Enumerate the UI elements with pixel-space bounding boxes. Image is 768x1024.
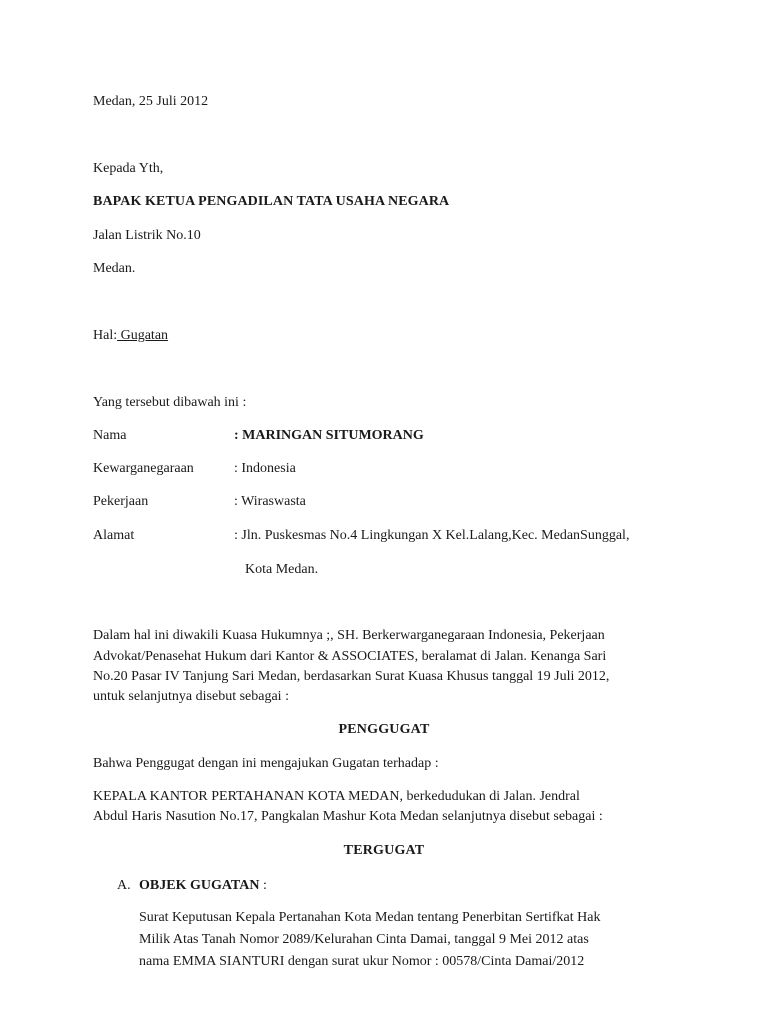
place-date: Medan, 25 Juli 2012 (93, 94, 209, 109)
address-line-1: Jalan Listrik No.10 (93, 228, 201, 243)
field-value-alamat-cont: Kota Medan. (245, 562, 319, 577)
field-label-alamat: Alamat (93, 528, 135, 543)
section-a-line-3: nama EMMA SIANTURI dengan surat ukur Nomor : 00578/Cinta Damai/2012 (139, 954, 585, 969)
representation-line-2: Advokat/Penasehat Hukum dari Kantor & ASSOCIATES, beralamat di Jalan. Kenanga Sari (93, 649, 607, 664)
section-a-marker: A. (117, 878, 131, 893)
representation-line-4: untuk selanjutnya disebut sebagai : (93, 689, 289, 704)
section-a-colon: : (259, 878, 267, 893)
field-value-nama: : MARINGAN SITUMORANG (234, 428, 424, 443)
section-a-title: OBJEK GUGATAN (139, 878, 260, 893)
field-label-nama: Nama (93, 428, 127, 443)
representation-line-1: Dalam hal ini diwakili Kuasa Hukumnya ;, SH. Berkerwarganegaraan Indonesia, Pekerjaan (93, 628, 605, 643)
defendant-line-1: KEPALA KANTOR PERTAHANAN KOTA MEDAN, berkedudukan di Jalan. Jendral (93, 789, 580, 804)
field-label-kewarganegaraan: Kewarganegaraan (93, 461, 194, 476)
section-a-line-1: Surat Keputusan Kepala Pertanahan Kota Medan tentang Penerbitan Sertifkat Hak (139, 910, 601, 925)
tergugat-heading: TERGUGAT (343, 843, 425, 858)
subject-label: Hal: (93, 328, 118, 343)
penggugat-heading: PENGGUGAT (338, 722, 430, 737)
plaintiff-intro: Yang tersebut dibawah ini : (93, 395, 247, 410)
field-value-alamat: : Jln. Puskesmas No.4 Lingkungan X Kel.Lalang,Kec. MedanSunggal, (234, 528, 630, 543)
defendant-line-2: Abdul Haris Nasution No.17, Pangkalan Mashur Kota Medan selanjutnya disebut sebagai : (93, 809, 603, 824)
field-value-pekerjaan: : Wiraswasta (234, 494, 306, 509)
section-a-line-2: Milik Atas Tanah Nomor 2089/Kelurahan Cinta Damai, tanggal 9 Mei 2012 atas (139, 932, 589, 947)
representation-line-3: No.20 Pasar IV Tanjung Sari Medan, berdasarkan Surat Kuasa Khusus tanggal 19 Juli 2012, (93, 669, 610, 684)
subject-line (93, 326, 168, 346)
salutation: Kepada Yth, (93, 161, 164, 176)
subject-value: Gugatan (117, 328, 169, 343)
section-a-heading (139, 876, 267, 896)
address-line-2: Medan. (93, 261, 136, 276)
recipient: BAPAK KETUA PENGADILAN TATA USAHA NEGARA (93, 194, 450, 209)
field-value-kewarganegaraan: : Indonesia (234, 461, 296, 476)
claim-intro: Bahwa Penggugat dengan ini mengajukan Gugatan terhadap : (93, 756, 439, 771)
field-label-pekerjaan: Pekerjaan (93, 494, 149, 509)
